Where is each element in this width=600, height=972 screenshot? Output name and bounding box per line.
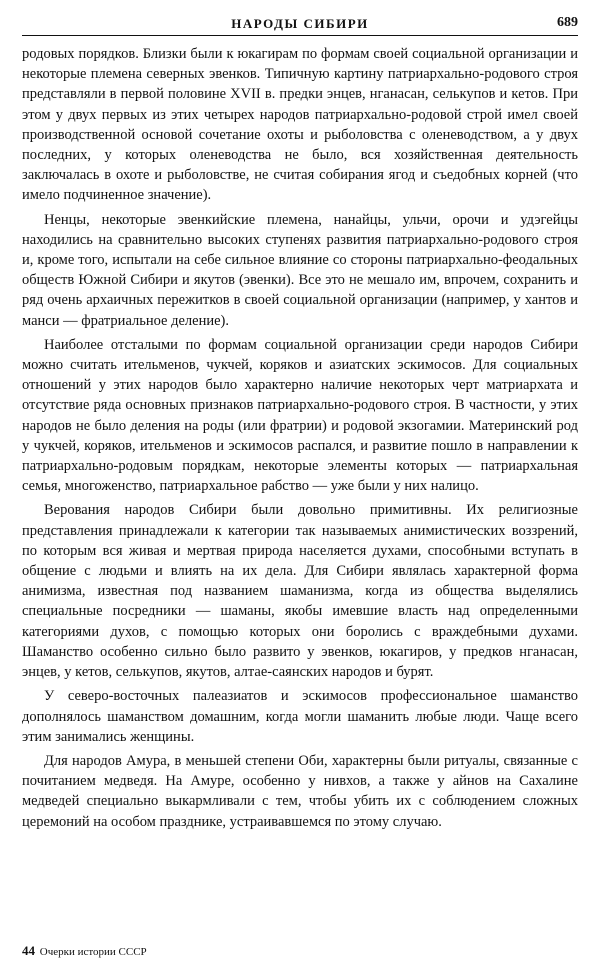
- paragraph-continuation: родовых порядков. Близки были к юкагирам по формам своей социальной организации и некоторые племена северных эвенков. Типичную картину патриархально-родового строя представляли в первой половине XVII в. предки энцев, нганасан, селькупов и кетов. При этом у двух первых из этих четырех народов патриархально-родовой строй имел своей производственной основой сочетание охоты и рыболовства с оленеводством, а у двух последних, у которых оленеводства не было, вся хозяйственная деятельность заключалась в охоте и рыболовстве, не считая собирания ягод и съедобных корней (что имело подчиненное значение).: [22, 46, 578, 204]
- header-title: НАРОДЫ СИБИРИ: [231, 16, 369, 31]
- paragraph-nentsy: Ненцы, некоторые эвенкийские племена, нанайцы, ульчи, орочи и удэгейцы находились на сравнительно высоких ступенях развития патриархально-родового строя и, кроме того, испытали на себе сильное влияние со стороны патриархально-феодальных обществ Южной Сибири и якутов (эвенки). Все это не мешало им, впрочем, сохранить и ряд очень архаичных пережитков в своей социальной организации (например, у хантов и манси — фратриальное деление).: [22, 211, 578, 329]
- paragraph-beliefs: Верования народов Сибири были довольно примитивны. Их религиозные представления принадлежали к категории так называемых анимистических воззрений, по которым вся живая и мертвая природа населяется духами, способными вступать в общение с людьми и влиять на их дела. Для Сибири являлась характерной форма анимизма, известная под названием шаманизма, когда из общества выделялись специальные посредники — шаманы, якобы имевшие власть над определенными категориями духов, с помощью которых они боролись с враждебными духами. Шаманство особенно сильно было развито у эвенков, юкагиров, у предков нганасан, энцев, у кетов, селькупов, якутов, алтае-саянских народов и бурят.: [22, 502, 578, 681]
- page-number: 689: [557, 15, 578, 30]
- paragraph-least-developed: Наиболее отсталыми по формам социальной организации среди народов Сибири можно считать ительменов, чукчей, коряков и азиатских эскимосов. Для социальных отношений у этих народов было характерно наличие некоторых черт матриархата и отсутствие ряда основных признаков патриархально-родового строя. В частности, у этих народов не было деления на роды (или фратрии) и родовой экзогамии. Материнский род у чукчей, коряков, ительменов и эскимосов распался, и развитие пошло в направлении к патриархально-родовым порядкам, некоторые элементы которых — патриархальная семья, многоженство, патриархальное рабство — уже были у них налицо.: [22, 336, 578, 495]
- running-header: [22, 8, 578, 36]
- paragraph-bear-cult: Для народов Амура, в меньшей степени Оби, характерны были ритуалы, связанные с почитанием медведя. На Амуре, особенно у нивхов, а также у айнов на Сахалине медведей специально выкармливали с тем, чтобы убить их с соблюдением сложных церемоний на особом празднике, устраивавшемся по этому случаю.: [22, 752, 578, 830]
- signature-number: 44: [22, 943, 35, 958]
- paragraph-domestic-shamanism: У северо-восточных палеазиатов и эскимосов профессиональное шаманство дополнялось шаманством домашним, когда могли шаманить любые люди. Чаще всего этим занимались женщины.: [22, 688, 578, 745]
- printer-signature: [22, 944, 147, 959]
- signature-title: Очерки истории СССР: [39, 946, 147, 958]
- body-text: [22, 44, 578, 836]
